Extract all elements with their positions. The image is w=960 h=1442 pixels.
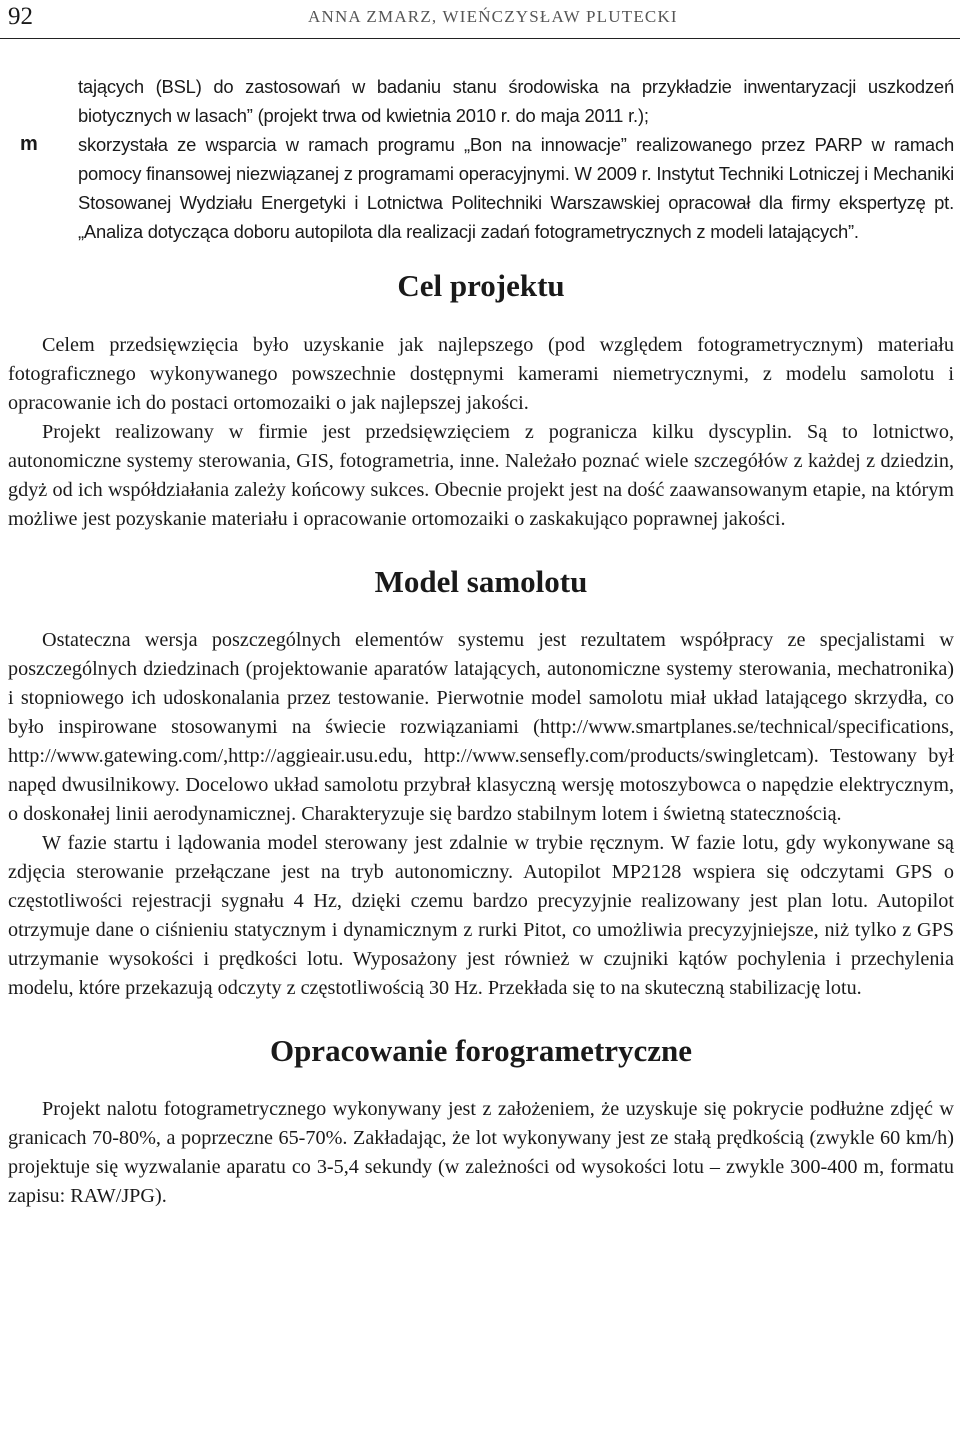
section-heading-cel-projektu: Cel projektu xyxy=(397,268,565,303)
article-body xyxy=(8,72,954,1211)
list-item xyxy=(20,130,954,246)
section-heading-opracowanie: Opracowanie forogrametryczne xyxy=(269,1033,693,1068)
paragraph: W fazie startu i lądowania model sterowany jest zdalnie w trybie ręcznym. W fazie lotu, gdy wykonywane są zdjęcia sterowanie przełączane jest na tryb autonomiczny. Autopilot MP2128 wspiera się odczytami GPS o częstotliwości rejestracji sygnału 4 Hz, dzięki czemu bardzo precyzyjnie realizowany jest plan lotu. Autopilot otrzymuje dane o ciśnieniu statycznym i dynamicznym z rurki Pitot, co umożliwia precyzyjniejsze, niż tylko z GPS utrzymanie wysokości i prędkości lotu. Wyposażony jest również w czujniki kątów pochylenia i przechylenia modelu, które przekazują odczyty z częstotliwością 30 Hz. Przekłada się to na skuteczną stabilizację lotu. xyxy=(8,832,954,999)
paragraph: Projekt nalotu fotogrametrycznego wykonywany jest z założeniem, że uzyskuje się pokrycie podłużne zdjęć w granicach 70-80%, a poprzeczne 65-70%. Zakładając, że lot wykonywany jest ze stałą prędkością (zwykle 60 km/h) projektuje się wyzwalanie aparatu co 3-5,4 sekundy (w zależności od wysokości lotu – zwykle 300-400 m, formatu zapisu: RAW/JPG). xyxy=(8,1098,954,1207)
running-head-authors: ANNA ZMARZ, WIEŃCZYSŁAW PLUTECKI xyxy=(308,7,678,26)
bullet-marker: m xyxy=(20,133,38,155)
paragraph: Projekt realizowany w firmie jest przedsięwzięciem z pogranicza kilku dyscyplin. Są to lotnictwo, autonomiczne systemy sterowania, GIS, fotogrametria, inne. Należało poznać wiele szczegółów z każdej z dziedzin, gdyż od ich współdziałania zależy końcowy sukces. Obecnie projekt jest na dość zaawansowanym etapie, na którym możliwe jest pozyskanie materiału i opracowanie ortomozaiki o zaskakująco poprawnej jakości. xyxy=(8,421,954,530)
bullet-continuation: tających (BSL) do zastosowań w badaniu stanu środowiska na przykładzie inwentaryzacji uszkodzeń biotycznych w lasach” (projekt trwa od kwietnia 2010 r. do maja 2011 r.); xyxy=(78,76,954,126)
paragraph: Celem przedsięwzięcia było uzyskanie jak najlepszego (pod względem fotogrametrycznym) materiału fotograficznego wykonywanego powszechnie dostępnymi kamerami niemetrycznymi, z modelu samolotu i opracowanie ich do postaci ortomozaiki o jak najlepszej jakości. xyxy=(8,334,954,414)
bullet-item-text: skorzystała ze wsparcia w ramach programu „Bon na innowacje” realizowanego przez PARP w ramach pomocy finansowej niezwiązanej z programami operacyjnymi. W 2009 r. Instytut Techniki Lotniczej i Mechaniki Stosowanej Wydziału Energetyki i Lotnictwa Politechniki Warszawskiej opracował dla firmy ekspertyzę pt. „Analiza dotycząca doboru autopilota dla realizacji zadań fotogrametrycznych z modeli latających”. xyxy=(78,134,954,242)
paragraph: Ostateczna wersja poszczególnych elementów systemu jest rezultatem współpracy ze specjalistami w poszczególnych dziedzinach (projektowanie aparatów latających, autonomiczne systemy sterowania, mechatronika) i stopniowego ich udoskonalania przez testowanie. Pierwotnie model samolotu miał układ latającego skrzydła, co było inspirowane stosowanymi na świecie rozwiązaniami (http://www.smartplanes.se/technical/specifications, http://www.gatewing.com/,http://aggieair.usu.edu, http://www.sensefly.com/products/swingletcam). Testowany był napęd dwusilnikowy. Docelowo układ samolotu przybrał klasyczną wersję motoszybowca o napędzie elektrycznym, o doskonałej linii aerodynamicznej. Charakteryzuje się bardzo stabilnym lotem i świetną statecznością. xyxy=(8,629,954,825)
section-heading-model-samolotu: Model samolotu xyxy=(374,564,588,599)
page-number: 92 xyxy=(8,3,33,30)
bullet-list xyxy=(8,72,954,246)
page-header xyxy=(0,0,960,39)
